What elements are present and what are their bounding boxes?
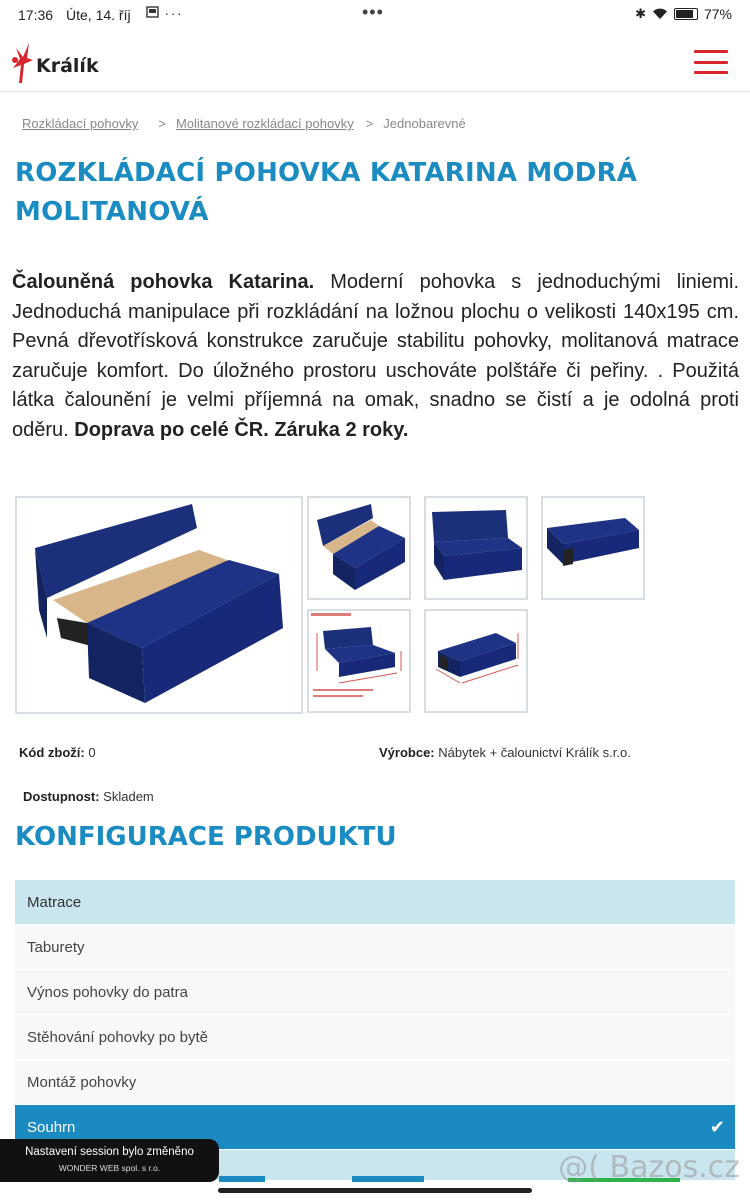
config-item-montaz[interactable]: Montáž pohovky bbox=[15, 1060, 735, 1105]
status-right bbox=[635, 6, 732, 22]
more-dots-icon: ··· bbox=[164, 6, 184, 21]
thumbnail-3[interactable] bbox=[541, 496, 645, 600]
toast-sub: WONDER WEB spol. s r.o. bbox=[58, 1163, 161, 1173]
gallery-icon bbox=[146, 6, 159, 18]
description-lead: Čalouněná pohovka Katarina. bbox=[12, 271, 315, 293]
bluetooth-icon: ✱ bbox=[635, 6, 646, 21]
thumbnail-4[interactable] bbox=[307, 609, 411, 713]
product-maker-label: Výrobce: bbox=[379, 745, 435, 760]
thumbnail-1[interactable] bbox=[307, 496, 411, 600]
summary-label: Souhrn bbox=[27, 1118, 76, 1136]
sofa-dimensions-image bbox=[309, 611, 409, 711]
configuration-title: KONFIGURACE PRODUKTU bbox=[15, 822, 397, 852]
sofa-thumb-image bbox=[309, 498, 409, 598]
footer-accent bbox=[219, 1176, 265, 1182]
kralik-logo[interactable] bbox=[10, 40, 99, 84]
gesture-bar[interactable] bbox=[218, 1188, 532, 1193]
sofa-thumb-image bbox=[543, 498, 643, 598]
breadcrumb-link-molitanove[interactable]: Molitanové rozkládací pohovky bbox=[175, 116, 354, 131]
config-item-matrace[interactable]: Matrace bbox=[15, 880, 735, 925]
config-item-vynos[interactable]: Výnos pohovky do patra bbox=[15, 970, 735, 1015]
breadcrumb-link-rozkladaci[interactable]: Rozkládací pohovky bbox=[22, 116, 139, 131]
product-availability bbox=[23, 789, 154, 804]
check-icon: ✔ bbox=[709, 1117, 725, 1137]
session-toast bbox=[0, 1139, 219, 1182]
breadcrumb-current: Jednobarevné bbox=[383, 116, 466, 131]
status-date: Úte, 14. říj bbox=[66, 7, 131, 23]
config-item-taburety[interactable]: Taburety bbox=[15, 925, 735, 970]
breadcrumb-separator: > bbox=[365, 116, 374, 131]
page-title: ROZKLÁDACÍ POHOVKA KATARINA MODRÁ MOLITANOVÁ bbox=[15, 158, 638, 227]
description-tail: Doprava po celé ČR. Záruka 2 roky. bbox=[74, 418, 409, 441]
sofa-thumb-image bbox=[426, 498, 526, 598]
battery-icon bbox=[674, 8, 698, 20]
sofa-dimensions-image bbox=[426, 611, 526, 711]
sofa-open-image bbox=[17, 498, 301, 712]
product-maker bbox=[379, 745, 631, 760]
rabbit-logo-icon bbox=[10, 40, 34, 84]
config-item-stehovani[interactable]: Stěhování pohovky po bytě bbox=[15, 1015, 735, 1060]
notification-icons bbox=[146, 6, 184, 21]
thumbnail-2[interactable] bbox=[424, 496, 528, 600]
product-code-value: 0 bbox=[88, 745, 96, 760]
toast-message: Nastavení session bylo změněno bbox=[25, 1146, 194, 1158]
product-description bbox=[12, 268, 739, 445]
configuration-list bbox=[15, 880, 735, 1180]
logo-text: Králík bbox=[36, 55, 99, 77]
menu-button[interactable] bbox=[694, 50, 728, 74]
status-time: 17:36 bbox=[18, 7, 54, 23]
product-code-label: Kód zboží: bbox=[19, 745, 85, 760]
breadcrumb-separator: > bbox=[158, 116, 166, 131]
thumbnail-5[interactable] bbox=[424, 609, 528, 713]
status-bar bbox=[0, 0, 750, 30]
site-header bbox=[0, 30, 750, 92]
menu-bar bbox=[694, 71, 728, 74]
battery-level: 77% bbox=[703, 6, 732, 22]
bazos-watermark: @( Bazos.cz bbox=[558, 1150, 740, 1185]
footer-accent bbox=[352, 1176, 424, 1182]
product-maker-value: Nábytek + čalounictví Králík s.r.o. bbox=[438, 745, 631, 760]
menu-bar bbox=[694, 61, 728, 64]
wifi-icon bbox=[652, 8, 668, 20]
description-body: Moderní pohovka s jednoduchými liniemi. Jednoduchá manipulace při rozkládání na ložnou plochu o velikosti 140x195 cm. Pevná dřevotřísková konstrukce zaručuje stabilitu pohovky, molitanová matrace zaručuje komfort. Do úložného prostoru uschováte polštáře či peřiny. . Použitá látka čalounění je velmi příjemná na omak, snadno se čistí a je odolná proti oděru. bbox=[12, 271, 740, 441]
availability-label: Dostupnost: bbox=[23, 789, 100, 804]
availability-value: Skladem bbox=[103, 789, 154, 804]
menu-bar bbox=[694, 50, 728, 53]
breadcrumb bbox=[22, 116, 466, 131]
product-code bbox=[19, 745, 96, 760]
product-main-image[interactable] bbox=[15, 496, 303, 714]
center-dots-icon: ••• bbox=[362, 2, 384, 22]
